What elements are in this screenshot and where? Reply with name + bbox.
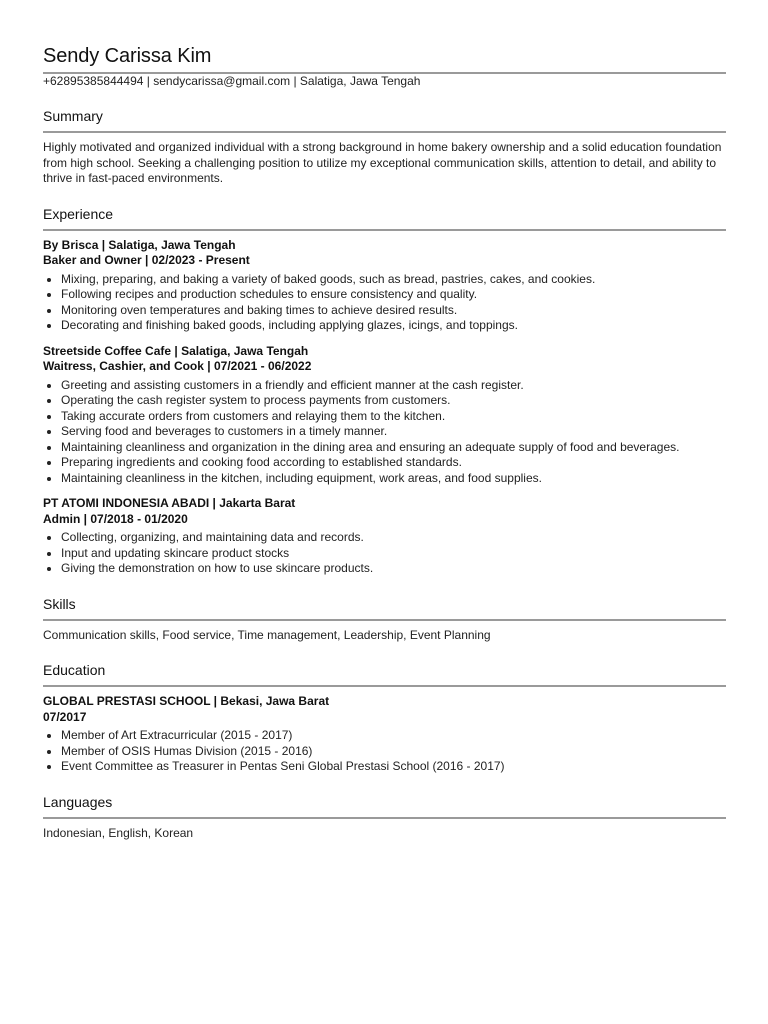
languages-section [43, 794, 726, 842]
list-item: • Maintaining cleanliness in the kitchen, including equipment, work areas, and food supplies. [61, 471, 726, 487]
job-bullets [43, 378, 726, 487]
list-item: • Following recipes and production schedules to ensure consistency and quality. [61, 287, 726, 303]
list-item: • Preparing ingredients and cooking food according to established standards. [61, 455, 726, 471]
list-item: • Collecting, organizing, and maintaining data and records. [61, 530, 726, 546]
job-company: Streetside Coffee Cafe | Salatiga, Jawa Tengah [43, 343, 309, 358]
list-item: • Maintaining cleanliness and organization in the dining area and ensuring an adequate supply of food and beverages. [61, 440, 726, 456]
job-entry [43, 496, 726, 577]
job-bullets [43, 272, 726, 334]
list-item: • Greeting and assisting customers in a friendly and efficient manner at the cash register. [61, 378, 726, 394]
list-item: • Taking accurate orders from customers and relaying them to the kitchen. [61, 409, 726, 425]
job-role: Admin | 07/2018 - 01/2020 [43, 511, 188, 526]
education-date: 07/2017 [43, 709, 87, 724]
job-role: Baker and Owner | 02/2023 - Present [43, 253, 250, 267]
job-entry [43, 344, 726, 487]
education-school: GLOBAL PRESTASI SCHOOL | Bekasi, Jawa Barat [43, 694, 330, 708]
list-item: • Event Committee as Treasurer in Pentas Seni Global Prestasi School (2016 - 2017) [61, 759, 726, 775]
list-item: • Decorating and finishing baked goods, including applying glazes, icings, and toppings. [61, 318, 726, 334]
job-company: PT ATOMI INDONESIA ABADI | Jakarta Barat [43, 496, 296, 510]
section-divider [43, 131, 726, 133]
education-entry [43, 694, 726, 775]
section-divider [43, 229, 726, 231]
section-divider [43, 685, 726, 687]
section-title-experience: Experience [43, 205, 114, 222]
list-item: • Serving food and beverages to customers in a timely manner. [61, 424, 726, 440]
summary-section [43, 108, 726, 187]
list-item: • Operating the cash register system to process payments from customers. [61, 393, 726, 409]
section-title-summary: Summary [43, 108, 103, 124]
section-title-languages: Languages [43, 793, 113, 810]
job-entry [43, 238, 726, 334]
job-bullets [43, 530, 726, 577]
list-item: • Mixing, preparing, and baking a variety of baked goods, such as bread, pastries, cakes, and cookies. [61, 272, 726, 288]
list-item: • Giving the demonstration on how to use skincare products. [61, 561, 726, 577]
languages-text: Indonesian, English, Korean [43, 825, 194, 840]
job-company: By Brisca | Salatiga, Jawa Tengah [43, 237, 236, 252]
education-bullets [43, 728, 726, 775]
section-divider [43, 817, 726, 819]
list-item: • Input and updating skincare product stocks [61, 546, 726, 562]
education-section [43, 662, 726, 775]
contact-line: +62895385844494 | sendycarissa@gmail.com | Salatiga, Jawa Tengah [43, 74, 421, 88]
section-title-education: Education [43, 662, 106, 678]
candidate-name: Sendy Carissa Kim [43, 45, 212, 67]
summary-text: Highly motivated and organized individual with a strong background in home bakery ownership and a solid education foundation from high school. Seeking a challenging position to utilize my exceptional communication skills, attention to detail, and ability to thrive in fast-paced environments. [43, 140, 722, 185]
job-role: Waitress, Cashier, and Cook | 07/2021 - 06/2022 [43, 359, 312, 373]
skills-section [43, 596, 726, 644]
list-item: • Member of Art Extracurricular (2015 - 2017) [61, 728, 726, 744]
skills-text: Communication skills, Food service, Time management, Leadership, Event Planning [43, 627, 491, 642]
section-divider [43, 619, 726, 621]
section-title-skills: Skills [43, 595, 76, 612]
list-item: • Monitoring oven temperatures and baking times to achieve desired results. [61, 303, 726, 319]
list-item: • Member of OSIS Humas Division (2015 - 2016) [61, 744, 726, 760]
experience-section [43, 206, 726, 577]
